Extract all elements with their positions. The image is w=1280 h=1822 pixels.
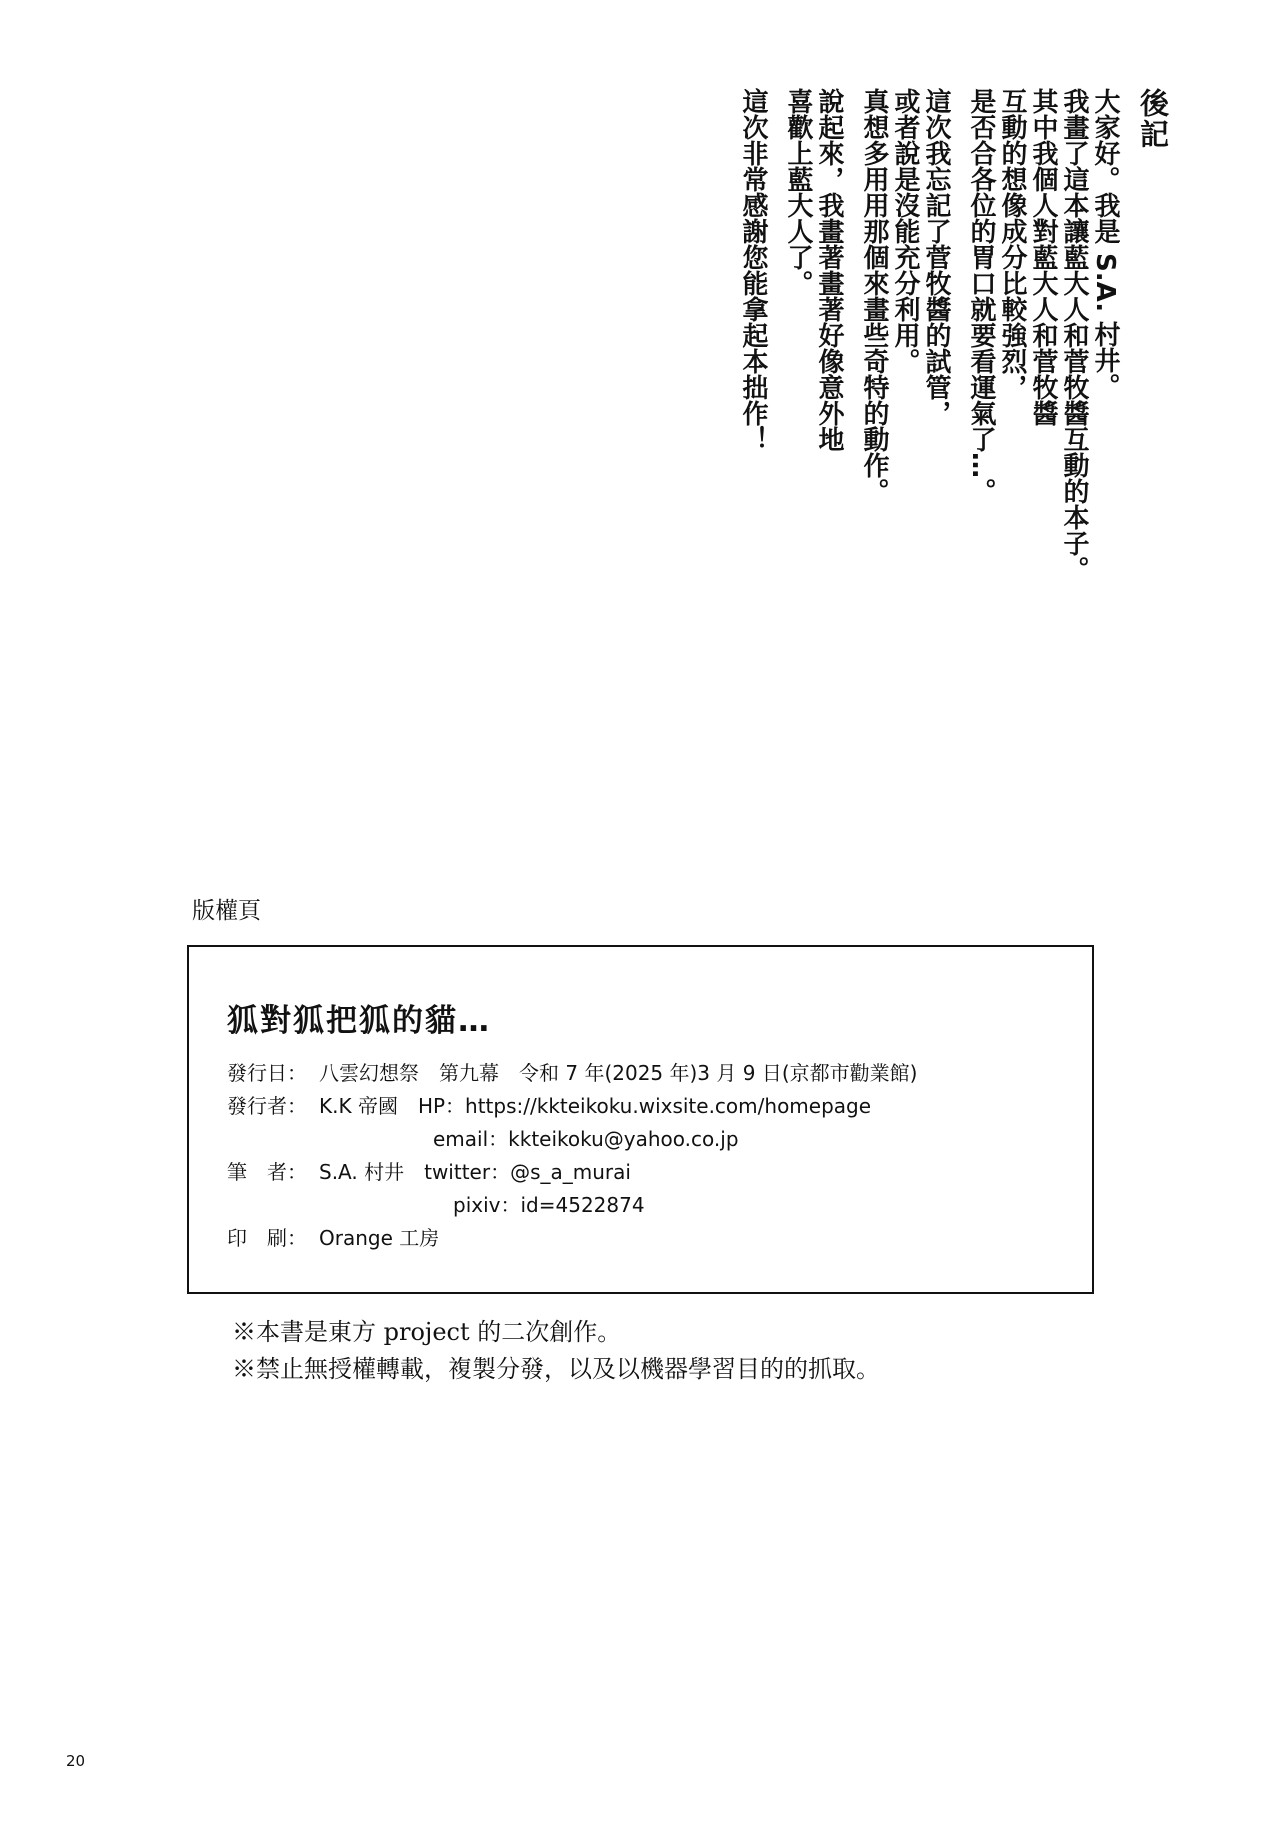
publisher-value: K.K 帝國 HP：https://kkteikoku.wixsite.com/homepage <box>319 1094 872 1118</box>
issue-date-value: 八雲幻想祭 第九幕 令和 7 年(2025 年)3 月 9 日(京都市勸業館) <box>319 1061 918 1085</box>
author-label: 筆 者： <box>227 1160 307 1184</box>
author-row <box>227 1156 917 1189</box>
afterword <box>723 88 1172 648</box>
page-number: 20 <box>66 1752 86 1770</box>
pixiv-value: pixiv：id=4522874 <box>453 1193 645 1217</box>
afterword-title: 後記 <box>1136 88 1170 150</box>
afterword-line: 是否合各位的胃口就要看運氣了…。 <box>966 88 996 504</box>
pixiv-row <box>227 1189 917 1222</box>
colophon-info <box>227 1057 917 1255</box>
issue-date-label: 發行日： <box>227 1061 307 1085</box>
afterword-line: 其中我個人對藍大人和菅牧醬 <box>1028 88 1058 426</box>
afterword-paragraph <box>782 88 844 648</box>
book-title: 狐對狐把狐的貓… <box>227 1003 491 1039</box>
email-value: email：kkteikoku@yahoo.co.jp <box>433 1127 739 1151</box>
afterword-line: 說起來，我畫著畫著好像意外地 <box>814 88 844 452</box>
afterword-paragraph <box>858 88 951 648</box>
afterword-line: 互動的想像成分比較強烈， <box>997 88 1027 400</box>
afterword-line: 大家好。我是 S.A. 村井。 <box>1090 88 1120 400</box>
afterword-line: 我畫了這本讓藍大人和菅牧醬互動的本子。 <box>1059 88 1089 582</box>
email-row <box>227 1123 917 1156</box>
afterword-line: 或者說是沒能充分利用。 <box>890 88 920 374</box>
printer-label: 印 刷： <box>227 1226 307 1250</box>
note-line: ※禁止無授權轉載，複製分發，以及以機器學習目的的抓取。 <box>232 1355 880 1383</box>
afterword-paragraph <box>737 88 768 648</box>
afterword-line: 真想多用用那個來畫些奇特的動作。 <box>859 88 889 504</box>
afterword-line: 這次我忘記了菅牧醬的試管， <box>921 88 951 426</box>
copyright-notes <box>232 1314 880 1388</box>
printer-value: Orange 工房 <box>319 1226 440 1250</box>
colophon-label: 版權頁 <box>192 898 261 924</box>
afterword-paragraph <box>965 88 1120 648</box>
afterword-line: 喜歡上藍大人了。 <box>783 88 813 296</box>
afterword-body <box>737 88 1120 648</box>
afterword-line: 這次非常感謝您能拿起本拙作！ <box>738 88 768 452</box>
publisher-row <box>227 1090 917 1123</box>
colophon-box <box>187 945 1094 1294</box>
publisher-label: 發行者： <box>227 1094 307 1118</box>
printer-row <box>227 1222 917 1255</box>
note-line: ※本書是東方 project 的二次創作。 <box>232 1318 622 1346</box>
author-value: S.A. 村井 twitter：@s_a_murai <box>319 1160 631 1184</box>
issue-date-row <box>227 1057 917 1090</box>
